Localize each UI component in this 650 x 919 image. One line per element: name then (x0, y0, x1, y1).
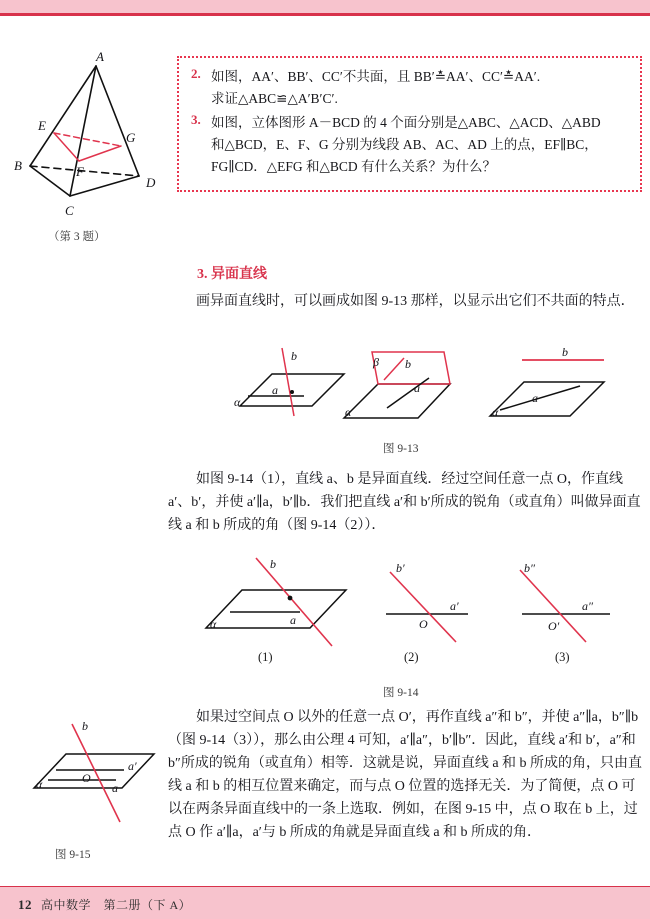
svg-text:a′: a′ (450, 599, 459, 613)
tetra-label-A: A (96, 49, 104, 64)
fig913-panel-1 (234, 348, 344, 416)
figure-9-13-caption: 图 9-13 (383, 443, 419, 455)
figure-9-14-sublabel-3: (3) (555, 650, 570, 664)
figure-9-14-sublabel-1: (1) (258, 650, 273, 664)
paragraph-angle-definition (168, 468, 644, 537)
section-heading: 3. 异面直线 (197, 267, 267, 282)
exercise-2-line-1: 如图，AA′、BB′、CC′不共面，且 BB′≛AA′、CC′≛AA′. (211, 69, 541, 84)
exercise-3-line-2: 和△BCD，E、F、G 分别为线段 AB、AC、AD 上的点，EF∥BC， (211, 137, 598, 152)
svg-text:b: b (405, 357, 411, 371)
paragraph-skew-lines-intro (168, 290, 644, 313)
fig914-panel-2 (386, 561, 468, 642)
figure-9-14-sublabel-2: (2) (404, 650, 419, 664)
tetra-label-B: B (14, 158, 22, 173)
tetra-label-G: G (126, 130, 136, 145)
svg-text:a: a (272, 383, 278, 397)
figure-9-14 (200, 552, 644, 650)
svg-text:O: O (82, 771, 91, 785)
svg-text:b: b (82, 719, 88, 733)
header-decorative-band (0, 0, 650, 14)
page-number: 12 (18, 897, 32, 912)
svg-text:α: α (210, 617, 217, 631)
exercise-3-line-3: FG∥CD．△EFG 和△BCD 有什么关系？为什么？ (211, 159, 497, 174)
exercise-2-line-2: 求证△ABC≌△A′B′C′. (211, 91, 338, 106)
exercise-list (191, 66, 636, 180)
svg-text:a: a (112, 781, 118, 795)
tetra-label-E: E (38, 118, 46, 133)
exercise-number-2: 2. (191, 66, 201, 81)
figure-9-13 (232, 346, 642, 442)
fig913-panel-3 (490, 345, 604, 419)
figure-9-15-caption: 图 9-15 (55, 849, 91, 861)
svg-text:a: a (532, 391, 538, 405)
footer (18, 896, 191, 913)
exercise-box (177, 56, 642, 192)
footer-title: 高中数学 第二册（下 A） (41, 898, 192, 912)
svg-text:b: b (291, 349, 297, 363)
exercise-item-3 (191, 112, 636, 178)
fig913-panel-2 (344, 352, 450, 419)
paragraph-angle-independence (168, 706, 644, 844)
paragraph-1-text: 画异面直线时，可以画成如图 9-13 那样，以显示出它们不共面的特点． (196, 294, 635, 309)
figure-9-15 (30, 714, 170, 839)
svg-text:b: b (270, 557, 276, 571)
exercise-3-line-1: 如图，立体图形 A－BCD 的 4 个面分别是△ABC、△ACD、△ABD (211, 115, 601, 130)
svg-text:a′: a′ (128, 759, 137, 773)
svg-text:α: α (492, 405, 499, 419)
svg-text:b″: b″ (524, 561, 535, 575)
svg-text:a″: a″ (582, 599, 593, 613)
svg-text:α: α (345, 405, 352, 419)
svg-text:β: β (373, 355, 379, 369)
svg-text:b′: b′ (396, 561, 405, 575)
paragraph-2-text: 如图 9-14（1），直线 a、b 是异面直线．经过空间任意一点 O，作直线 a′、b′，并使 a′∥a，b′∥b．我们把直线 a′和 b′所成的锐角（或直角）叫做异面直线 a 和 b 所成的角（图 9-14（2））． (168, 472, 641, 533)
tetra-label-C: C (65, 203, 74, 218)
tetrahedron-caption: （第 3 题） (48, 231, 106, 243)
tetrahedron-figure (8, 48, 173, 223)
exercise-number-3: 3. (191, 112, 201, 127)
svg-text:α: α (234, 395, 241, 409)
fig914-panel-3 (520, 561, 610, 642)
fig914-panel-1 (206, 557, 346, 646)
exercise-item-2 (191, 66, 636, 110)
tetra-label-F: F (76, 164, 84, 179)
svg-text:α: α (36, 777, 43, 791)
paragraph-3-text: 如果过空间点 O 以外的任意一点 O′，再作直线 a″和 b″，并使 a″∥a，b″∥b（图 9-14（3）），那么由公理 4 可知，a′∥a″，b′∥b″．因此，直线 a′和 b′，a″和 b″所成的锐角（或直角）相等．这就是说，异面直线 a 和 b 所成的角，只由直线 a 和 b 的相互位置来确定，而与点 O 位置的选择无关．为了简便，点 O 可以在两条异面直线中的一条上选取．例如，在图 9-15 中，点 O 取在 b 上，过点 O 作 a′∥a，a′与 b 所成的角就是异面直线 a 和 b 所成的角． (168, 710, 643, 840)
svg-text:b: b (562, 345, 568, 359)
tetra-label-D: D (146, 175, 156, 190)
svg-text:O′: O′ (548, 619, 560, 633)
svg-text:a: a (414, 381, 420, 395)
svg-text:a: a (290, 613, 296, 627)
svg-text:O: O (419, 617, 428, 631)
figure-9-14-caption: 图 9-14 (383, 687, 419, 699)
header-rule (0, 13, 650, 16)
